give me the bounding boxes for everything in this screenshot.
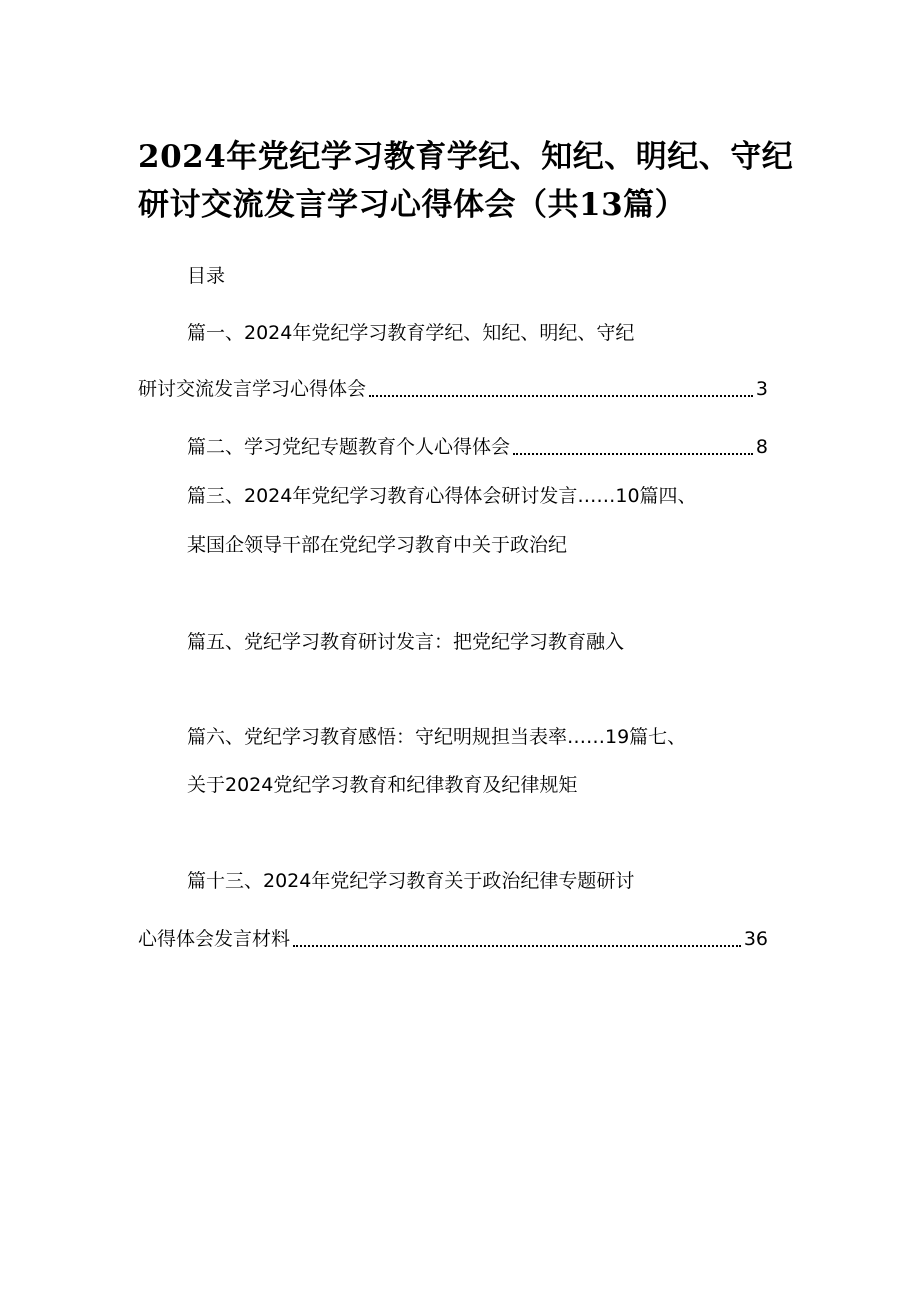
toc-entry-13-title-end: 心得体会发言材料 [138,928,291,950]
toc-entry-1-line-1: 篇一、2024年党纪学习教育学纪、知纪、明纪、守纪 [187,322,635,344]
toc-entry-6-line-1: 篇六、党纪学习教育感悟：守纪明规担当表率……19篇七、 [187,726,687,748]
toc-entry-7-line-1: 关于2024党纪学习教育和纪律教育及纪律规矩 [187,774,578,796]
toc-entry-4-line-1: 某国企领导干部在党纪学习教育中关于政治纪 [187,534,568,556]
toc-entry-2-title: 篇二、学习党纪专题教育个人心得体会 [187,436,511,458]
toc-entry-13-line-2 [138,924,768,954]
toc-entry-5-line-1: 篇五、党纪学习教育研讨发言：把党纪学习教育融入 [187,631,625,653]
toc-entry-2-page: 8 [755,436,768,458]
dot-leader [293,944,741,947]
toc-entry-2 [187,432,768,462]
toc-entry-13-line-1: 篇十三、2024年党纪学习教育关于政治纪律专题研讨 [187,870,635,892]
toc-heading: 目录 [187,265,226,287]
toc-entry-13-page: 36 [743,928,768,950]
document-title-line-2: 研讨交流发言学习心得体会（共13篇） [138,187,687,223]
toc-entry-1-title-end: 研讨交流发言学习心得体会 [138,378,367,400]
toc-entry-3-line-1: 篇三、2024年党纪学习教育心得体会研讨发言……10篇四、 [187,485,697,507]
dot-leader [369,394,753,397]
dot-leader [513,452,753,455]
document-title-line-1: 2024年党纪学习教育学纪、知纪、明纪、守纪 [138,139,794,175]
toc-entry-1-page: 3 [755,378,768,400]
toc-entry-1-line-2 [138,374,768,404]
